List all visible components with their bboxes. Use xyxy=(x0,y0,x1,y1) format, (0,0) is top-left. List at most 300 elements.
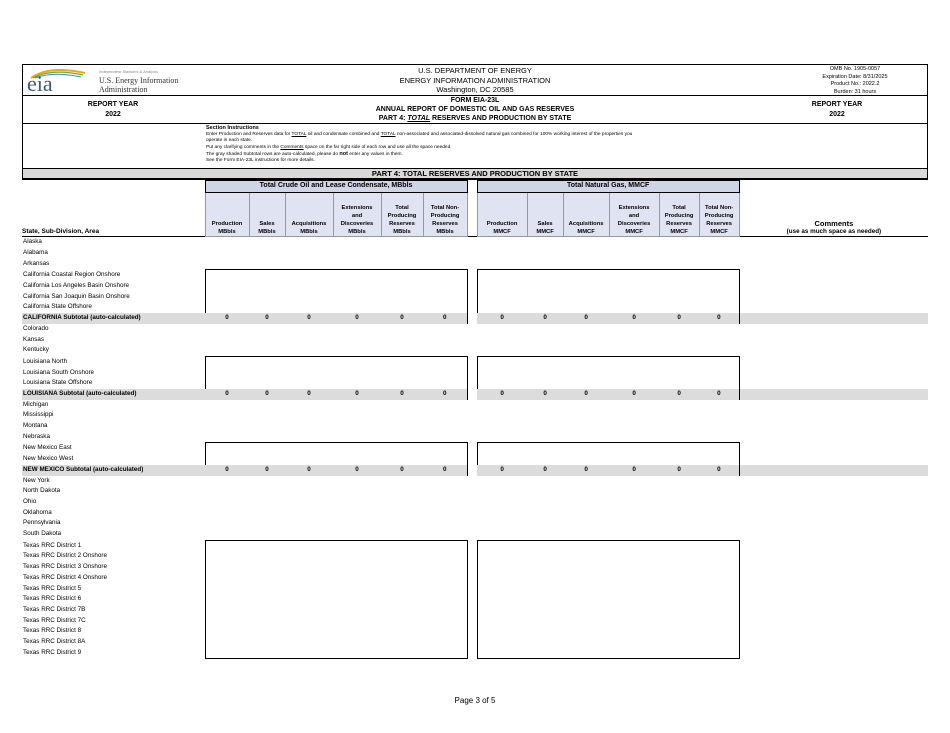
oil-value-cell[interactable] xyxy=(333,626,381,637)
oil-value-cell[interactable] xyxy=(381,637,423,648)
oil-value-cell[interactable] xyxy=(423,551,467,562)
comments-cell[interactable] xyxy=(739,324,928,335)
oil-value-cell[interactable] xyxy=(285,486,333,497)
gas-value-cell[interactable] xyxy=(477,335,527,346)
gas-value-cell[interactable] xyxy=(563,584,609,595)
oil-value-cell[interactable] xyxy=(333,421,381,432)
oil-value-cell[interactable] xyxy=(205,508,249,519)
gas-value-cell[interactable] xyxy=(609,237,659,248)
gas-value-cell[interactable] xyxy=(659,324,699,335)
gas-value-cell[interactable] xyxy=(699,605,739,616)
gas-value-cell[interactable] xyxy=(699,529,739,540)
gas-value-cell[interactable] xyxy=(527,573,563,584)
gas-value-cell[interactable] xyxy=(609,584,659,595)
gas-value-cell[interactable] xyxy=(609,605,659,616)
oil-value-cell[interactable] xyxy=(333,540,381,551)
oil-value-cell[interactable] xyxy=(249,497,285,508)
gas-value-cell[interactable] xyxy=(477,573,527,584)
oil-value-cell[interactable] xyxy=(381,594,423,605)
gas-value-cell[interactable] xyxy=(563,562,609,573)
oil-value-cell[interactable] xyxy=(381,573,423,584)
gas-value-cell[interactable] xyxy=(659,540,699,551)
gas-value-cell[interactable] xyxy=(699,454,739,465)
oil-value-cell[interactable] xyxy=(333,410,381,421)
gas-value-cell[interactable] xyxy=(477,497,527,508)
oil-value-cell[interactable] xyxy=(249,540,285,551)
oil-value-cell[interactable] xyxy=(285,281,333,292)
comments-cell[interactable] xyxy=(739,626,928,637)
gas-value-cell[interactable] xyxy=(659,616,699,627)
gas-value-cell[interactable] xyxy=(659,368,699,379)
oil-value-cell[interactable] xyxy=(423,237,467,248)
gas-value-cell[interactable] xyxy=(659,508,699,519)
oil-value-cell[interactable] xyxy=(205,497,249,508)
oil-value-cell[interactable] xyxy=(249,476,285,487)
oil-value-cell[interactable] xyxy=(423,637,467,648)
gas-value-cell[interactable] xyxy=(609,432,659,443)
gas-value-cell[interactable] xyxy=(477,562,527,573)
gas-value-cell[interactable] xyxy=(477,648,527,659)
gas-value-cell[interactable] xyxy=(659,529,699,540)
gas-value-cell[interactable] xyxy=(527,248,563,259)
gas-value-cell[interactable] xyxy=(527,562,563,573)
gas-value-cell[interactable] xyxy=(699,648,739,659)
comments-cell[interactable] xyxy=(739,476,928,487)
gas-value-cell[interactable] xyxy=(609,518,659,529)
oil-value-cell[interactable] xyxy=(285,378,333,389)
oil-value-cell[interactable] xyxy=(381,497,423,508)
comments-cell[interactable] xyxy=(739,378,928,389)
gas-value-cell[interactable] xyxy=(527,616,563,627)
gas-value-cell[interactable] xyxy=(477,476,527,487)
gas-value-cell[interactable] xyxy=(699,616,739,627)
gas-value-cell[interactable] xyxy=(527,454,563,465)
gas-value-cell[interactable] xyxy=(527,421,563,432)
oil-value-cell[interactable] xyxy=(205,476,249,487)
oil-value-cell[interactable] xyxy=(423,616,467,627)
gas-value-cell[interactable] xyxy=(659,573,699,584)
gas-value-cell[interactable] xyxy=(659,410,699,421)
oil-value-cell[interactable] xyxy=(205,584,249,595)
gas-value-cell[interactable] xyxy=(659,432,699,443)
gas-value-cell[interactable] xyxy=(563,486,609,497)
gas-value-cell[interactable] xyxy=(477,540,527,551)
gas-value-cell[interactable] xyxy=(527,259,563,270)
gas-value-cell[interactable] xyxy=(563,324,609,335)
comments-cell[interactable] xyxy=(739,237,928,248)
gas-value-cell[interactable] xyxy=(563,540,609,551)
gas-value-cell[interactable] xyxy=(477,292,527,303)
oil-value-cell[interactable] xyxy=(249,400,285,411)
oil-value-cell[interactable] xyxy=(381,562,423,573)
oil-value-cell[interactable] xyxy=(333,648,381,659)
gas-value-cell[interactable] xyxy=(563,551,609,562)
oil-value-cell[interactable] xyxy=(381,476,423,487)
oil-value-cell[interactable] xyxy=(423,259,467,270)
oil-value-cell[interactable] xyxy=(423,605,467,616)
oil-value-cell[interactable] xyxy=(333,476,381,487)
oil-value-cell[interactable] xyxy=(333,573,381,584)
oil-value-cell[interactable] xyxy=(205,421,249,432)
gas-value-cell[interactable] xyxy=(477,486,527,497)
oil-value-cell[interactable] xyxy=(333,637,381,648)
oil-value-cell[interactable] xyxy=(381,378,423,389)
oil-value-cell[interactable] xyxy=(205,594,249,605)
gas-value-cell[interactable] xyxy=(659,486,699,497)
oil-value-cell[interactable] xyxy=(249,292,285,303)
oil-value-cell[interactable] xyxy=(205,573,249,584)
oil-value-cell[interactable] xyxy=(381,368,423,379)
gas-value-cell[interactable] xyxy=(659,259,699,270)
gas-value-cell[interactable] xyxy=(659,626,699,637)
oil-value-cell[interactable] xyxy=(249,432,285,443)
gas-value-cell[interactable] xyxy=(527,486,563,497)
comments-cell[interactable] xyxy=(739,281,928,292)
oil-value-cell[interactable] xyxy=(205,605,249,616)
gas-value-cell[interactable] xyxy=(609,626,659,637)
oil-value-cell[interactable] xyxy=(249,324,285,335)
oil-value-cell[interactable] xyxy=(285,497,333,508)
oil-value-cell[interactable] xyxy=(205,562,249,573)
oil-value-cell[interactable] xyxy=(205,540,249,551)
gas-value-cell[interactable] xyxy=(699,573,739,584)
gas-value-cell[interactable] xyxy=(609,324,659,335)
oil-value-cell[interactable] xyxy=(249,551,285,562)
gas-value-cell[interactable] xyxy=(609,508,659,519)
instructions-link[interactable]: See the Form EIA-23L instructions for more details. xyxy=(206,158,315,164)
gas-value-cell[interactable] xyxy=(659,237,699,248)
gas-value-cell[interactable] xyxy=(477,421,527,432)
oil-value-cell[interactable] xyxy=(249,421,285,432)
gas-value-cell[interactable] xyxy=(659,551,699,562)
oil-value-cell[interactable] xyxy=(423,497,467,508)
gas-value-cell[interactable] xyxy=(699,368,739,379)
oil-value-cell[interactable] xyxy=(249,345,285,356)
oil-value-cell[interactable] xyxy=(333,400,381,411)
oil-value-cell[interactable] xyxy=(205,400,249,411)
oil-value-cell[interactable] xyxy=(381,324,423,335)
comments-cell[interactable] xyxy=(739,605,928,616)
gas-value-cell[interactable] xyxy=(609,259,659,270)
gas-value-cell[interactable] xyxy=(659,421,699,432)
comments-cell[interactable] xyxy=(739,270,928,281)
gas-value-cell[interactable] xyxy=(659,345,699,356)
gas-value-cell[interactable] xyxy=(609,648,659,659)
gas-value-cell[interactable] xyxy=(477,324,527,335)
oil-value-cell[interactable] xyxy=(333,454,381,465)
gas-value-cell[interactable] xyxy=(527,443,563,454)
gas-value-cell[interactable] xyxy=(659,281,699,292)
gas-value-cell[interactable] xyxy=(477,270,527,281)
oil-value-cell[interactable] xyxy=(333,356,381,367)
oil-value-cell[interactable] xyxy=(249,454,285,465)
oil-value-cell[interactable] xyxy=(423,508,467,519)
oil-value-cell[interactable] xyxy=(285,292,333,303)
oil-value-cell[interactable] xyxy=(423,648,467,659)
gas-value-cell[interactable] xyxy=(659,400,699,411)
gas-value-cell[interactable] xyxy=(659,248,699,259)
comments-cell[interactable] xyxy=(739,562,928,573)
oil-value-cell[interactable] xyxy=(249,626,285,637)
gas-value-cell[interactable] xyxy=(563,237,609,248)
gas-value-cell[interactable] xyxy=(563,605,609,616)
oil-value-cell[interactable] xyxy=(285,345,333,356)
oil-value-cell[interactable] xyxy=(249,486,285,497)
oil-value-cell[interactable] xyxy=(333,302,381,313)
gas-value-cell[interactable] xyxy=(477,378,527,389)
gas-value-cell[interactable] xyxy=(527,648,563,659)
comments-cell[interactable] xyxy=(739,248,928,259)
oil-value-cell[interactable] xyxy=(205,486,249,497)
gas-value-cell[interactable] xyxy=(563,454,609,465)
oil-value-cell[interactable] xyxy=(423,410,467,421)
oil-value-cell[interactable] xyxy=(381,508,423,519)
oil-value-cell[interactable] xyxy=(381,248,423,259)
comments-cell[interactable] xyxy=(739,421,928,432)
oil-value-cell[interactable] xyxy=(423,302,467,313)
oil-value-cell[interactable] xyxy=(333,443,381,454)
gas-value-cell[interactable] xyxy=(563,302,609,313)
gas-value-cell[interactable] xyxy=(563,497,609,508)
gas-value-cell[interactable] xyxy=(477,248,527,259)
gas-value-cell[interactable] xyxy=(609,302,659,313)
gas-value-cell[interactable] xyxy=(699,421,739,432)
gas-value-cell[interactable] xyxy=(609,421,659,432)
gas-value-cell[interactable] xyxy=(563,410,609,421)
gas-value-cell[interactable] xyxy=(699,562,739,573)
oil-value-cell[interactable] xyxy=(285,410,333,421)
gas-value-cell[interactable] xyxy=(527,345,563,356)
gas-value-cell[interactable] xyxy=(527,584,563,595)
oil-value-cell[interactable] xyxy=(285,335,333,346)
gas-value-cell[interactable] xyxy=(609,476,659,487)
oil-value-cell[interactable] xyxy=(285,648,333,659)
oil-value-cell[interactable] xyxy=(285,454,333,465)
gas-value-cell[interactable] xyxy=(527,368,563,379)
oil-value-cell[interactable] xyxy=(249,584,285,595)
oil-value-cell[interactable] xyxy=(205,237,249,248)
oil-value-cell[interactable] xyxy=(381,454,423,465)
gas-value-cell[interactable] xyxy=(477,259,527,270)
gas-value-cell[interactable] xyxy=(563,270,609,281)
oil-value-cell[interactable] xyxy=(423,270,467,281)
gas-value-cell[interactable] xyxy=(563,248,609,259)
gas-value-cell[interactable] xyxy=(609,454,659,465)
oil-value-cell[interactable] xyxy=(205,270,249,281)
oil-value-cell[interactable] xyxy=(381,540,423,551)
gas-value-cell[interactable] xyxy=(609,616,659,627)
oil-value-cell[interactable] xyxy=(249,529,285,540)
gas-value-cell[interactable] xyxy=(609,443,659,454)
gas-value-cell[interactable] xyxy=(563,368,609,379)
oil-value-cell[interactable] xyxy=(205,324,249,335)
oil-value-cell[interactable] xyxy=(423,281,467,292)
oil-value-cell[interactable] xyxy=(205,648,249,659)
oil-value-cell[interactable] xyxy=(249,378,285,389)
oil-value-cell[interactable] xyxy=(205,292,249,303)
oil-value-cell[interactable] xyxy=(381,421,423,432)
gas-value-cell[interactable] xyxy=(699,302,739,313)
gas-value-cell[interactable] xyxy=(563,648,609,659)
comments-cell[interactable] xyxy=(739,259,928,270)
gas-value-cell[interactable] xyxy=(659,562,699,573)
comments-cell[interactable] xyxy=(739,410,928,421)
oil-value-cell[interactable] xyxy=(285,518,333,529)
gas-value-cell[interactable] xyxy=(659,476,699,487)
oil-value-cell[interactable] xyxy=(249,616,285,627)
gas-value-cell[interactable] xyxy=(609,281,659,292)
oil-value-cell[interactable] xyxy=(333,324,381,335)
gas-value-cell[interactable] xyxy=(609,551,659,562)
comments-cell[interactable] xyxy=(739,616,928,627)
oil-value-cell[interactable] xyxy=(205,302,249,313)
oil-value-cell[interactable] xyxy=(423,454,467,465)
oil-value-cell[interactable] xyxy=(423,421,467,432)
oil-value-cell[interactable] xyxy=(333,562,381,573)
oil-value-cell[interactable] xyxy=(423,356,467,367)
oil-value-cell[interactable] xyxy=(381,400,423,411)
comments-cell[interactable] xyxy=(739,335,928,346)
gas-value-cell[interactable] xyxy=(609,410,659,421)
oil-value-cell[interactable] xyxy=(381,345,423,356)
oil-value-cell[interactable] xyxy=(285,573,333,584)
gas-value-cell[interactable] xyxy=(609,497,659,508)
oil-value-cell[interactable] xyxy=(381,626,423,637)
oil-value-cell[interactable] xyxy=(205,529,249,540)
comments-cell[interactable] xyxy=(739,584,928,595)
oil-value-cell[interactable] xyxy=(285,562,333,573)
oil-value-cell[interactable] xyxy=(285,594,333,605)
oil-value-cell[interactable] xyxy=(205,616,249,627)
oil-value-cell[interactable] xyxy=(205,518,249,529)
gas-value-cell[interactable] xyxy=(699,270,739,281)
gas-value-cell[interactable] xyxy=(699,324,739,335)
gas-value-cell[interactable] xyxy=(477,443,527,454)
oil-value-cell[interactable] xyxy=(423,324,467,335)
gas-value-cell[interactable] xyxy=(527,497,563,508)
gas-value-cell[interactable] xyxy=(527,540,563,551)
gas-value-cell[interactable] xyxy=(609,356,659,367)
gas-value-cell[interactable] xyxy=(699,476,739,487)
gas-value-cell[interactable] xyxy=(527,324,563,335)
oil-value-cell[interactable] xyxy=(205,281,249,292)
gas-value-cell[interactable] xyxy=(699,637,739,648)
gas-value-cell[interactable] xyxy=(477,410,527,421)
oil-value-cell[interactable] xyxy=(285,356,333,367)
oil-value-cell[interactable] xyxy=(333,594,381,605)
comments-cell[interactable] xyxy=(739,518,928,529)
gas-value-cell[interactable] xyxy=(563,345,609,356)
gas-value-cell[interactable] xyxy=(609,270,659,281)
oil-value-cell[interactable] xyxy=(381,605,423,616)
oil-value-cell[interactable] xyxy=(205,345,249,356)
oil-value-cell[interactable] xyxy=(423,626,467,637)
gas-value-cell[interactable] xyxy=(699,356,739,367)
gas-value-cell[interactable] xyxy=(527,292,563,303)
oil-value-cell[interactable] xyxy=(381,486,423,497)
gas-value-cell[interactable] xyxy=(563,356,609,367)
comments-cell[interactable] xyxy=(739,443,928,454)
oil-value-cell[interactable] xyxy=(249,562,285,573)
gas-value-cell[interactable] xyxy=(527,508,563,519)
oil-value-cell[interactable] xyxy=(423,486,467,497)
oil-value-cell[interactable] xyxy=(333,518,381,529)
oil-value-cell[interactable] xyxy=(249,518,285,529)
oil-value-cell[interactable] xyxy=(381,432,423,443)
oil-value-cell[interactable] xyxy=(205,637,249,648)
oil-value-cell[interactable] xyxy=(423,378,467,389)
oil-value-cell[interactable] xyxy=(423,292,467,303)
oil-value-cell[interactable] xyxy=(423,562,467,573)
oil-value-cell[interactable] xyxy=(423,368,467,379)
oil-value-cell[interactable] xyxy=(423,443,467,454)
gas-value-cell[interactable] xyxy=(659,605,699,616)
gas-value-cell[interactable] xyxy=(699,584,739,595)
gas-value-cell[interactable] xyxy=(477,616,527,627)
gas-value-cell[interactable] xyxy=(527,237,563,248)
comments-cell[interactable] xyxy=(739,368,928,379)
gas-value-cell[interactable] xyxy=(563,443,609,454)
oil-value-cell[interactable] xyxy=(333,584,381,595)
gas-value-cell[interactable] xyxy=(563,432,609,443)
oil-value-cell[interactable] xyxy=(205,626,249,637)
gas-value-cell[interactable] xyxy=(699,551,739,562)
oil-value-cell[interactable] xyxy=(205,335,249,346)
gas-value-cell[interactable] xyxy=(659,302,699,313)
gas-value-cell[interactable] xyxy=(527,410,563,421)
gas-value-cell[interactable] xyxy=(527,476,563,487)
gas-value-cell[interactable] xyxy=(699,248,739,259)
gas-value-cell[interactable] xyxy=(477,551,527,562)
gas-value-cell[interactable] xyxy=(699,345,739,356)
comments-cell[interactable] xyxy=(739,454,928,465)
gas-value-cell[interactable] xyxy=(563,637,609,648)
oil-value-cell[interactable] xyxy=(249,270,285,281)
oil-value-cell[interactable] xyxy=(333,237,381,248)
gas-value-cell[interactable] xyxy=(659,356,699,367)
gas-value-cell[interactable] xyxy=(527,594,563,605)
oil-value-cell[interactable] xyxy=(423,345,467,356)
gas-value-cell[interactable] xyxy=(477,454,527,465)
gas-value-cell[interactable] xyxy=(609,368,659,379)
gas-value-cell[interactable] xyxy=(659,648,699,659)
oil-value-cell[interactable] xyxy=(285,237,333,248)
oil-value-cell[interactable] xyxy=(333,551,381,562)
gas-value-cell[interactable] xyxy=(527,518,563,529)
gas-value-cell[interactable] xyxy=(477,508,527,519)
oil-value-cell[interactable] xyxy=(333,432,381,443)
oil-value-cell[interactable] xyxy=(381,270,423,281)
oil-value-cell[interactable] xyxy=(423,594,467,605)
oil-value-cell[interactable] xyxy=(205,443,249,454)
gas-value-cell[interactable] xyxy=(477,345,527,356)
oil-value-cell[interactable] xyxy=(381,616,423,627)
oil-value-cell[interactable] xyxy=(249,637,285,648)
oil-value-cell[interactable] xyxy=(423,584,467,595)
oil-value-cell[interactable] xyxy=(381,356,423,367)
gas-value-cell[interactable] xyxy=(477,529,527,540)
gas-value-cell[interactable] xyxy=(477,584,527,595)
oil-value-cell[interactable] xyxy=(333,345,381,356)
oil-value-cell[interactable] xyxy=(423,335,467,346)
gas-value-cell[interactable] xyxy=(527,302,563,313)
oil-value-cell[interactable] xyxy=(249,281,285,292)
gas-value-cell[interactable] xyxy=(477,626,527,637)
comments-cell[interactable] xyxy=(739,540,928,551)
oil-value-cell[interactable] xyxy=(285,540,333,551)
gas-value-cell[interactable] xyxy=(699,518,739,529)
gas-value-cell[interactable] xyxy=(527,378,563,389)
